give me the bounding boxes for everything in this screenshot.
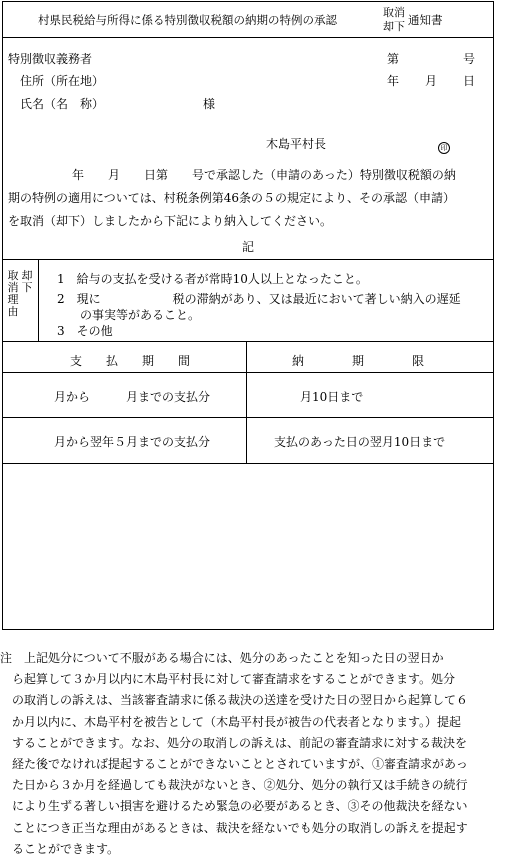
note-line: た日から３か月を経過しても裁決がないとき、②処分、処分の執行又は手続きの続行: [0, 778, 468, 793]
note-line: 注 上記処分について不服がある場合には、処分のあったことを知った日の翌日か: [0, 651, 444, 665]
note-line: により生ずる著しい損害を避けるため緊急の必要があるとき、③その他裁決を経ない: [0, 799, 468, 814]
body-line2: 期の特例の適用については、村税条例第46条の５の規定により、その承認（申請）: [8, 191, 456, 205]
obligor-label: 特別徴収義務者: [8, 52, 93, 66]
table-row-2-period: 月から翌年５月までの支払分: [54, 435, 211, 449]
note-line: か月以内に、木島平村を被告として（木島平村長が被告の代表者となります。）提起: [0, 714, 462, 729]
seal-icon: 印: [438, 135, 450, 154]
title-stack-bottom: 却下: [383, 20, 405, 33]
table-row-1-deadline: 月10日まで: [300, 390, 364, 404]
table-header-period: 支 払 期 間: [70, 354, 191, 368]
sama-label: 様: [203, 97, 216, 111]
reason-item-2: 2 現に 税の滞納があり、又は最近において著しい納入の遅延: [57, 292, 461, 306]
note-line: ら起算して３か月以内に木島平村長に対して審査請求をすることができます。処分: [0, 672, 456, 687]
table-row-divider: [2, 417, 494, 418]
title-main: 村県民税給与所得に係る特別徴収税額の納期の特例の承認: [38, 13, 337, 27]
reason-label-divider: [38, 259, 39, 341]
table-top-divider: [2, 341, 494, 342]
body-line3: を取消（却下）しましたから下記により納入してください。: [8, 214, 333, 228]
name-label: 氏名（名 称）: [20, 97, 105, 111]
reason-item-3: 3 その他: [57, 324, 113, 338]
title-divider: [2, 37, 494, 38]
number-go: 号: [463, 52, 476, 66]
table-header-deadline: 納 期 限: [292, 354, 425, 368]
reason-item-1: 1 給与の支払を受ける者が常時10人以上となったこと。: [57, 272, 368, 286]
note-line: ことにつき正当な理由があるときは、裁決を経ないでも処分の取消しの訴えを提起す: [0, 820, 468, 835]
note-line: の取消しの訴えは、当該審査請求に係る裁決の送達を受けた日の翌日から起算して６: [0, 693, 469, 708]
table-bottom-divider: [2, 463, 494, 464]
date-month: 月: [425, 74, 438, 88]
appeal-note: [0, 648, 506, 860]
ki-label: 記: [242, 240, 255, 254]
reason-top-divider: [2, 259, 494, 260]
date-day: 日: [463, 74, 476, 88]
note-line: することができます。なお、処分の取消しの訴えは、前記の審査請求に対する裁決を: [0, 735, 468, 750]
body-line1: 年 月 日第 号で承認した（申請のあった）特別徴収税額の納: [72, 168, 456, 182]
table-header-divider: [2, 372, 494, 373]
title-stack-top: 取消: [383, 6, 405, 19]
issuer-name: 木島平村長: [266, 137, 327, 151]
note-line: ることができます。: [0, 841, 120, 856]
address-label: 住所（所在地）: [20, 74, 105, 88]
date-year: 年: [387, 74, 400, 88]
note-line: 経た後でなければ提起することができないこととされていますが、①審査請求があっ: [0, 757, 468, 772]
reason-label-torikeshi: 取消理由: [7, 269, 19, 318]
number-dai: 第: [387, 52, 400, 66]
table-row-2-deadline: 支払のあった日の翌月10日まで: [274, 435, 446, 449]
title-suffix: 通知書: [408, 13, 443, 27]
table-column-divider: [246, 341, 247, 463]
reason-label-kyakka: 却下: [21, 269, 33, 294]
table-row-1-period: 月から 月までの支払分: [54, 390, 211, 404]
reason-item-2-cont: の事実等があること。: [80, 308, 201, 322]
